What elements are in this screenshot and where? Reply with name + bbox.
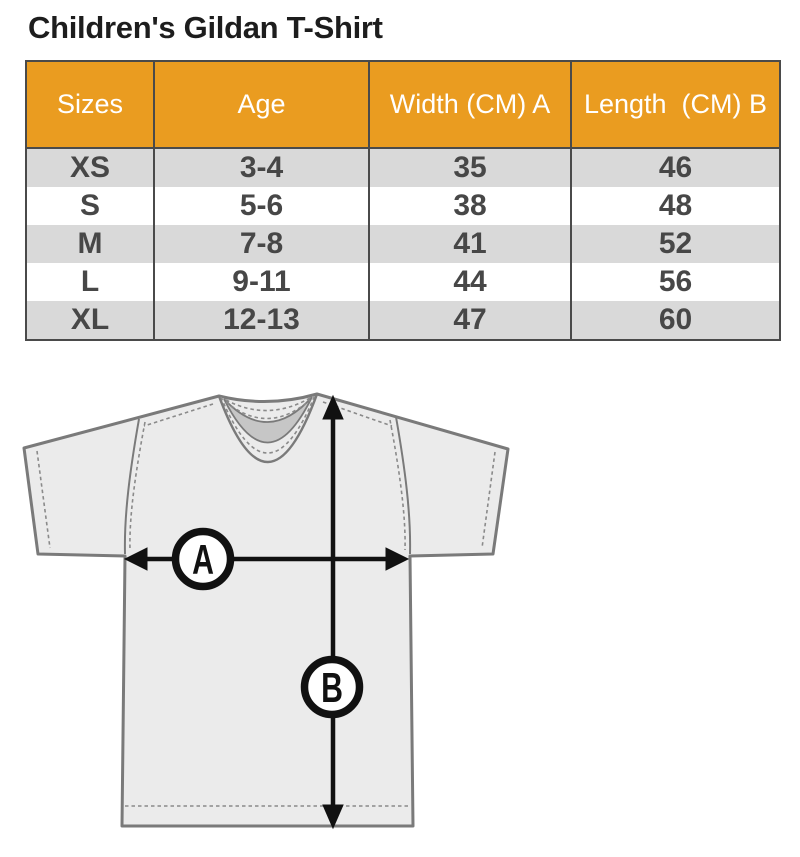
width-cell: 44 [369, 263, 571, 301]
size-chart-table [25, 60, 781, 341]
length-cell: 48 [571, 187, 780, 225]
page-title: Children's Gildan T-Shirt [28, 10, 383, 45]
size-cell: M [26, 225, 154, 263]
width-label-badge [176, 532, 231, 587]
header-row [26, 61, 780, 148]
age-cell: 7-8 [154, 225, 369, 263]
width-cell: 38 [369, 187, 571, 225]
table-row-s [26, 187, 780, 225]
width-cell: 41 [369, 225, 571, 263]
length-label-letter: B [321, 664, 343, 712]
length-cell: 52 [571, 225, 780, 263]
length-label-badge [305, 660, 360, 715]
length-cell: 60 [571, 301, 780, 340]
tshirt-body-outline [24, 394, 508, 826]
size-chart-header [26, 61, 780, 148]
width-cell: 47 [369, 301, 571, 340]
table-row-l [26, 263, 780, 301]
size-cell: S [26, 187, 154, 225]
length-cell: 46 [571, 148, 780, 187]
column-header-sizes: Sizes [26, 61, 154, 148]
size-cell: XS [26, 148, 154, 187]
width-cell: 35 [369, 148, 571, 187]
age-cell: 12-13 [154, 301, 369, 340]
column-header-length: Length (CM) B [571, 61, 780, 148]
table-row-xl [26, 301, 780, 340]
size-chart-body [26, 148, 780, 340]
column-header-width: Width (CM) A [369, 61, 571, 148]
table-row-xs [26, 148, 780, 187]
age-cell: 9-11 [154, 263, 369, 301]
length-cell: 56 [571, 263, 780, 301]
width-label-letter: A [192, 536, 214, 584]
column-header-age: Age [154, 61, 369, 148]
age-cell: 5-6 [154, 187, 369, 225]
size-cell: XL [26, 301, 154, 340]
age-cell: 3-4 [154, 148, 369, 187]
size-cell: L [26, 263, 154, 301]
tshirt-svg [0, 380, 560, 857]
table-row-m [26, 225, 780, 263]
tshirt-measurement-diagram [0, 380, 560, 857]
